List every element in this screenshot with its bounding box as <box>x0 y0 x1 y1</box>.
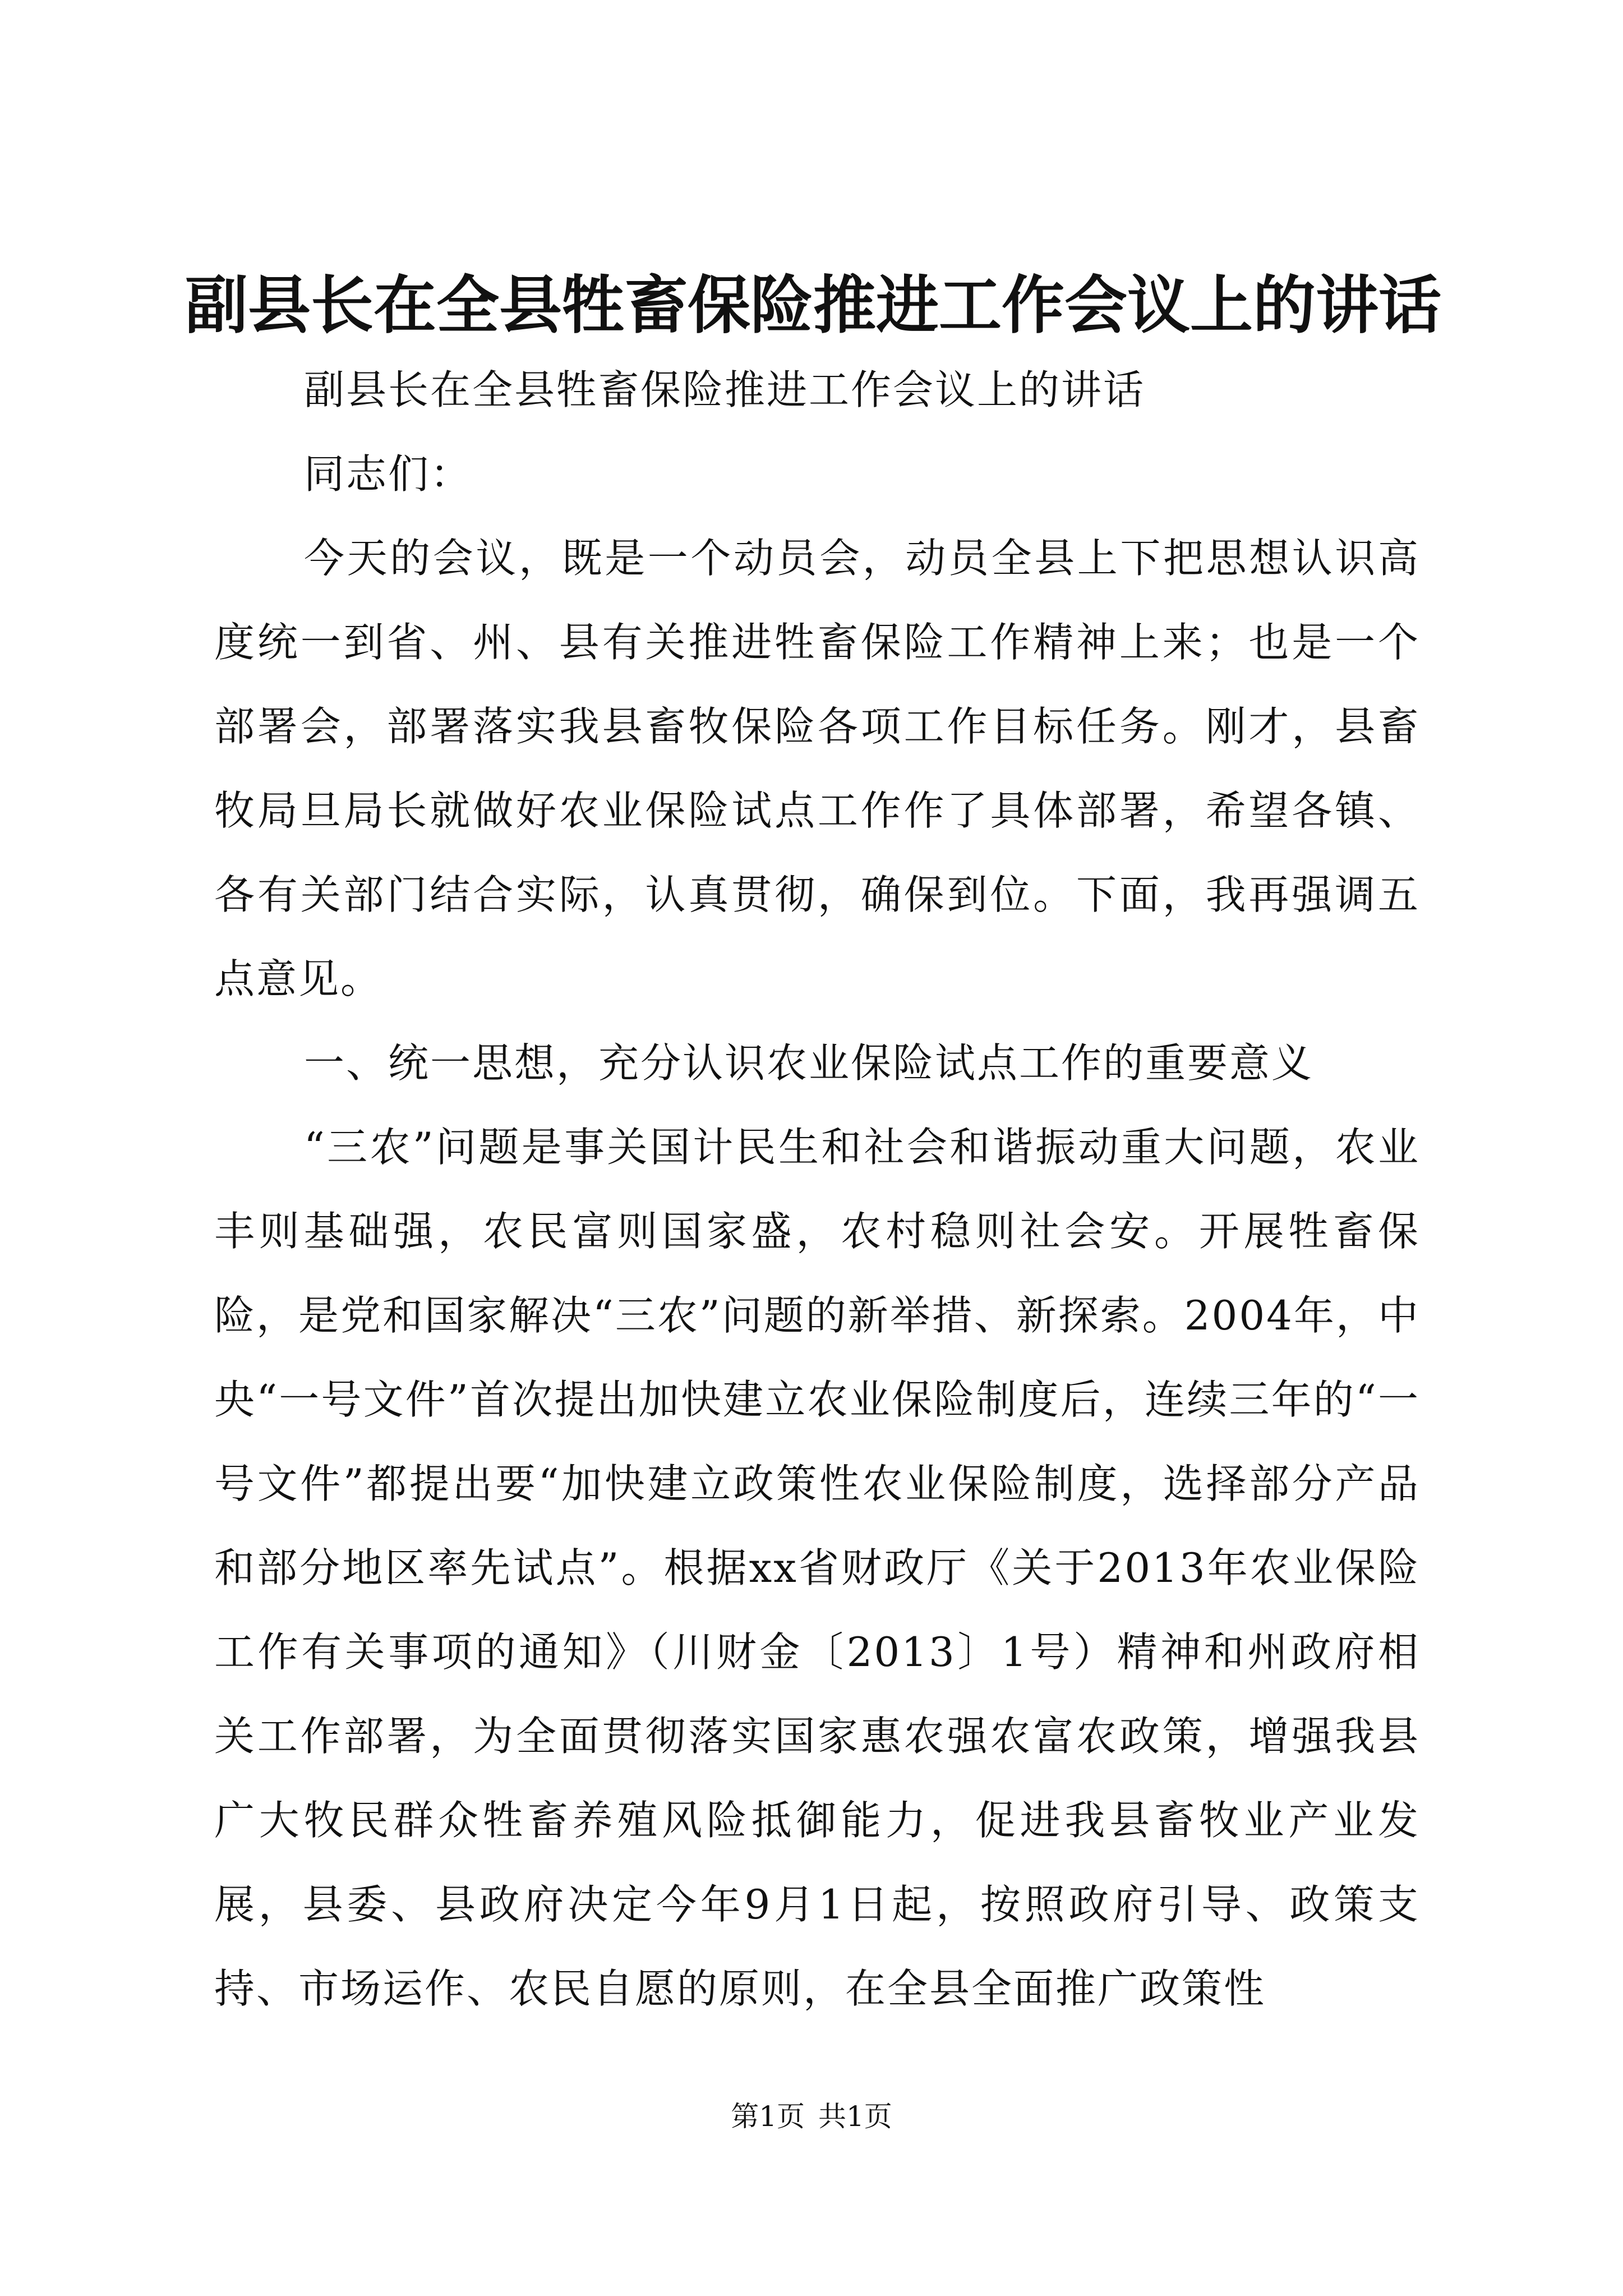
page-footer <box>0 2097 1623 2136</box>
page-total: 共1页 <box>818 2100 892 2133</box>
paragraph-subtitle: 副县长在全县牲畜保险推进工作会议上的讲话 <box>304 366 1146 413</box>
section-heading-1: 一、统一思想，充分认识农业保险试点工作的重要意义 <box>304 1039 1314 1087</box>
paragraph-opening: 今天的会议，既是一个动员会，动员全县上下把思想认识高度统一到省、州、县有关推进牲畜保险工作精神上来；也是一个部署会，部署落实我县畜牧保险各项工作目标任务。刚才，县畜牧局旦局长就做好农业保险试点工作作了具体部署，希望各镇、各有关部门结合实际，认真贯彻，确保到位。下面，我再强调五点意见。 <box>214 535 1420 1002</box>
document-title: 副县长在全县牲畜保险推进工作会议上的讲话 <box>185 269 1441 342</box>
paragraph-salutation: 同志们： <box>304 450 473 498</box>
page-number: 第1页 <box>731 2100 805 2133</box>
document-body <box>214 348 1420 2031</box>
paragraph-section-1: “三农”问题是事关国计民生和社会和谐振动重大问题，农业丰则基础强，农民富则国家盛，农村稳则社会安。开展牲畜保险，是党和国家解决“三农”问题的新举措、新探索。2004年，中央“一号文件”首次提出加快建立农业保险制度后，连续三年的“一号文件”都提出要“加快建立政策性农业保险制度，选择部分产品和部分地区率先试点”。根据xx省财政厅《关于2013年农业保险工作有关事项的通知》（川财金〔2013〕1号）精神和州政府相关工作部署，为全面贯彻落实国家惠农强农富农政策，增强我县广大牧民群众牲畜养殖风险抵御能力，促进我县畜牧业产业发展，县委、县政府决定今年9月1日起，按照政府引导、政策支持、市场运作、农民自愿的原则，在全县全面推广政策性 <box>214 1124 1420 2012</box>
